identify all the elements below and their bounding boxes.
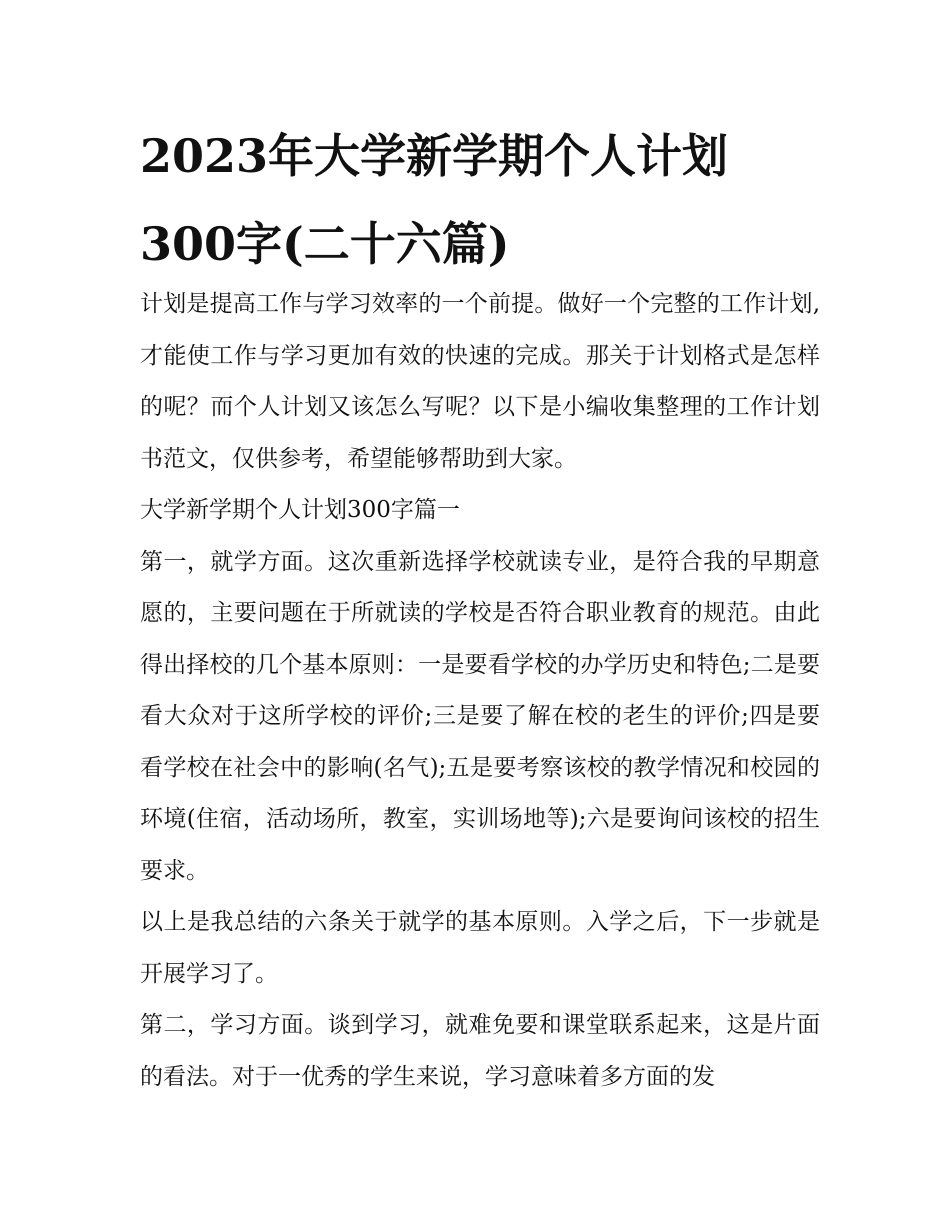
body-paragraph: 以上是我总结的六条关于就学的基本原则。入学之后，下一步就是开展学习了。	[140, 909, 820, 987]
document-title: 2023年大学新学期个人计划300字(二十六篇)	[140, 129, 729, 271]
body-paragraph: 第二，学习方面。谈到学习，就难免要和课堂联系起来，这是片面的看法。对于一优秀的学生来说，学习意味着多方面的发	[140, 1012, 820, 1090]
document-body	[140, 279, 820, 1103]
body-paragraph: 第一，就学方面。这次重新选择学校就读专业，是符合我的早期意愿的，主要问题在于所就读的学校是否符合职业教育的规范。由此得出择校的几个基本原则：一是要看学校的办学历史和特色;二是要看大众对于这所学校的评价;三是要了解在校的老生的评价;四是要看学校在社会中的影响(名气);五是要考察该校的教学情况和校园的环境(住宿，活动场所，教室，实训场地等);六是要询问该校的招生要求。	[140, 548, 820, 884]
section-heading: 大学新学期个人计划300字篇一	[140, 497, 460, 523]
intro-paragraph: 计划是提高工作与学习效率的一个前提。做好一个完整的工作计划,才能使工作与学习更加有效的快速的完成。那关于计划格式是怎样的呢？而个人计划又该怎么写呢？以下是小编收集整理的工作计划书范文，仅供参考，希望能够帮助到大家。	[140, 291, 820, 472]
